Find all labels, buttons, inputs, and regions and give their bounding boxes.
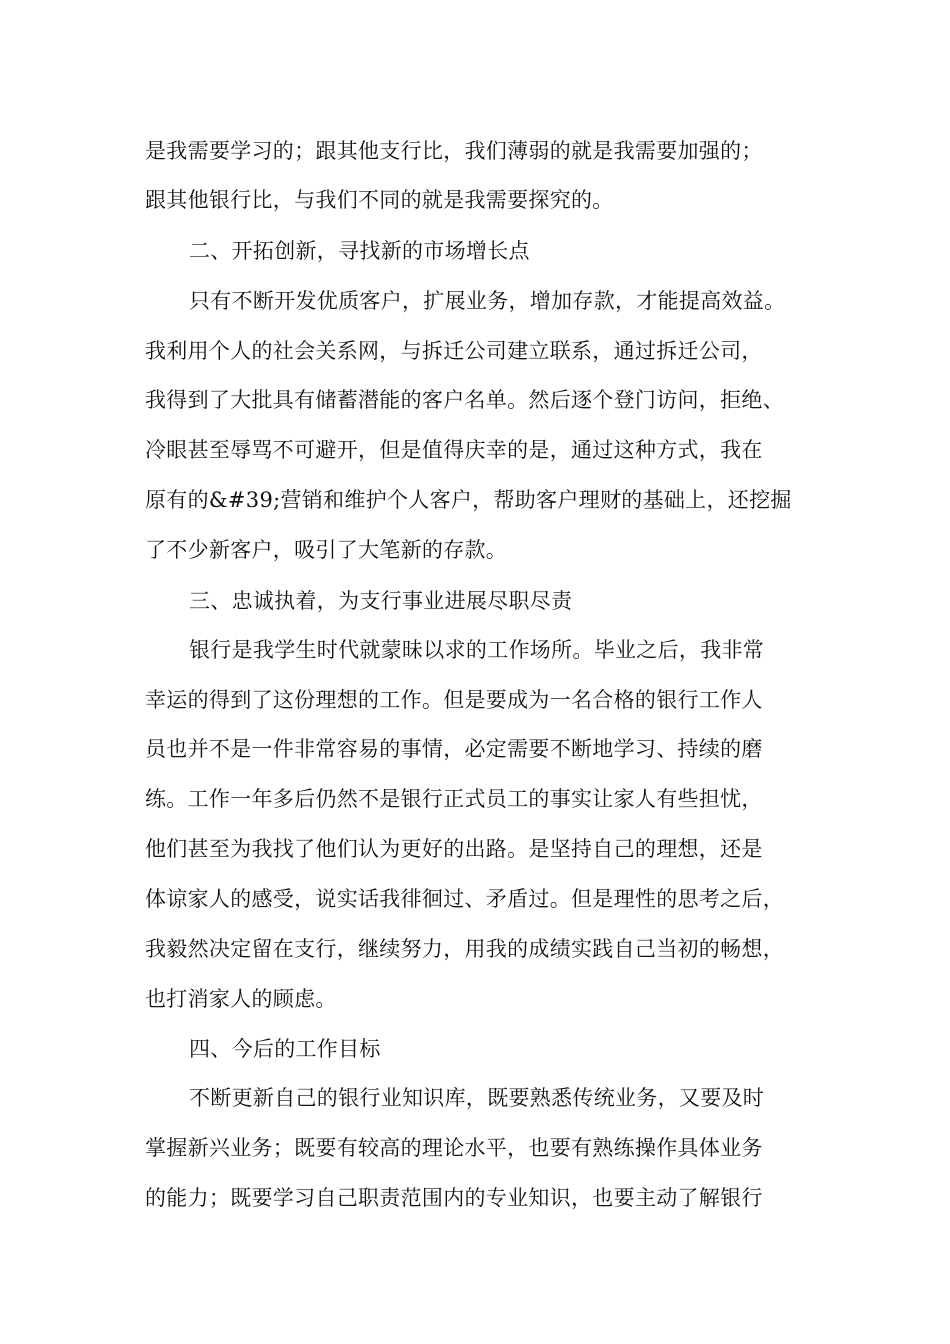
body-text-line: 银行是我学生时代就蒙昧以求的工作场所。毕业之后，我非常 <box>189 638 765 662</box>
body-text-line: 我毅然决定留在支行，继续努力，用我的成绩实践自己当初的畅想， <box>145 937 784 961</box>
body-text-line: 只有不断开发优质客户，扩展业务，增加存款，才能提高效益。 <box>189 289 786 313</box>
body-text-line: 是我需要学习的；跟其他支行比，我们薄弱的就是我需要加强的； <box>145 139 763 163</box>
body-text-line: 不断更新自己的银行业知识库，既要熟悉传统业务，又要及时 <box>189 1086 765 1110</box>
body-text-line: 原有的&#39;营销和维护个人客户，帮助客户理财的基础上，还挖掘 <box>145 488 792 512</box>
body-text-line: 冷眼甚至辱骂不可避开，但是值得庆幸的是，通过这种方式，我在 <box>145 438 763 462</box>
body-text-line: 练。工作一年多后仍然不是银行正式员工的事实让家人有些担忧， <box>145 787 763 811</box>
body-text-line: 体谅家人的感受，说实话我徘徊过、矛盾过。但是理性的思考之后， <box>145 887 784 911</box>
body-text-line: 员也并不是一件非常容易的事情，必定需要不断地学习、持续的磨 <box>145 737 763 761</box>
body-text-line: 我利用个人的社会关系网，与拆迁公司建立联系，通过拆迁公司， <box>145 339 763 363</box>
body-text-line: 跟其他银行比，与我们不同的就是我需要探究的。 <box>145 188 614 212</box>
body-text-line: 幸运的得到了这份理想的工作。但是要成为一名合格的银行工作人 <box>145 688 763 712</box>
section-heading: 四、今后的工作目标 <box>189 1037 381 1061</box>
body-text-line: 掌握新兴业务；既要有较高的理论水平，也要有熟练操作具体业务 <box>145 1136 763 1160</box>
body-text-line: 他们甚至为我找了他们认为更好的出路。是坚持自己的理想，还是 <box>145 837 763 861</box>
section-heading: 三、忠诚执着，为支行事业进展尽职尽责 <box>189 589 573 613</box>
body-text-line: 我得到了大批具有储蓄潜能的客户名单。然后逐个登门访问，拒绝、 <box>145 388 784 412</box>
section-heading: 二、开拓创新，寻找新的市场增长点 <box>189 239 530 263</box>
body-text-line: 的能力；既要学习自己职责范围内的专业知识，也要主动了解银行 <box>145 1186 763 1210</box>
body-text-line: 也打消家人的顾虑。 <box>145 987 337 1011</box>
body-text-line: 了不少新客户，吸引了大笔新的存款。 <box>145 538 508 562</box>
